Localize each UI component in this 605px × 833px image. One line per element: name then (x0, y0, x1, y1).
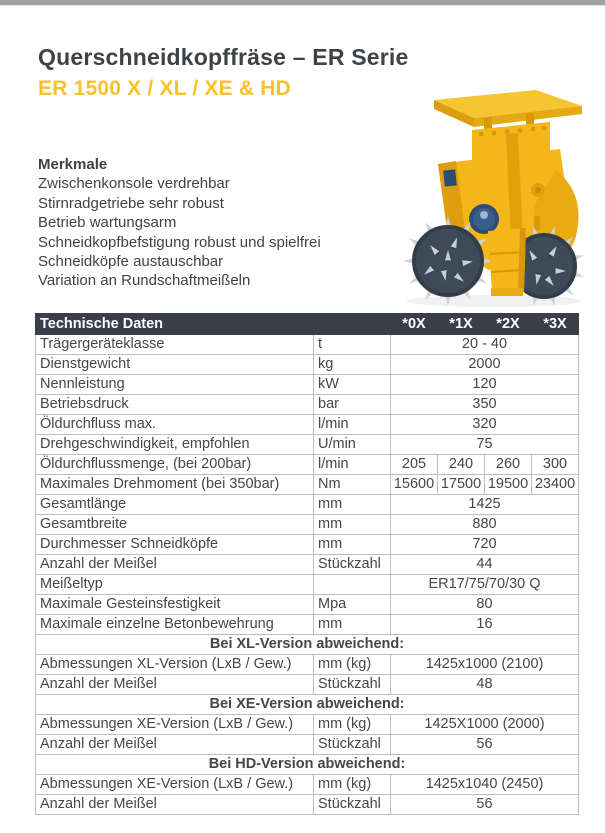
table-cell-value: 320 (391, 415, 579, 435)
table-cell-unit: t (314, 335, 391, 355)
table-section-label: Bei HD-Version abweichend: (36, 755, 579, 775)
table-section-row (36, 695, 579, 715)
feature-item: Stirnradgetriebe sehr robust (38, 194, 224, 212)
table-cell-value: 260 (485, 455, 532, 475)
table-cell-value: 16 (391, 615, 579, 635)
table-cell-value: 240 (438, 455, 485, 475)
table-cell-label: Anzahl der Meißel (36, 555, 314, 575)
table-cell-value: 720 (391, 535, 579, 555)
table-row (36, 455, 579, 475)
page-subtitle: ER 1500 X / XL / XE & HD (38, 77, 292, 100)
table-cell-value: 350 (391, 395, 579, 415)
table-cell-unit: kW (314, 375, 391, 395)
table-row (36, 375, 579, 395)
table-row (36, 575, 579, 595)
table-cell-label: Abmessungen XL-Version (LxB / Gew.) (36, 655, 314, 675)
feature-list (38, 174, 321, 290)
table-header-row (36, 314, 579, 335)
table-cell-label: Gesamtlänge (36, 495, 314, 515)
table-cell-label: Anzahl der Meißel (36, 675, 314, 695)
table-cell-label: Trägergeräteklasse (36, 335, 314, 355)
table-cell-value: 300 (532, 455, 579, 475)
table-row (36, 715, 579, 735)
table-cell-value: 23400 (532, 475, 579, 495)
feature-item: Schneidköpfe austauschbar (38, 253, 224, 271)
page-title: Querschneidkopffräse – ER Serie (38, 44, 409, 70)
table-cell-value: 80 (391, 595, 579, 615)
table-row (36, 595, 579, 615)
table-cell-unit: mm (314, 615, 391, 635)
specs-table (35, 313, 579, 815)
table-row (36, 655, 579, 675)
table-row (36, 355, 579, 375)
table-cell-value: 17500 (438, 475, 485, 495)
table-header-variant: *1X (438, 314, 485, 335)
table-cell-value: 2000 (391, 355, 579, 375)
table-cell-label: Meißeltyp (36, 575, 314, 595)
table-cell-label: Abmessungen XE-Version (LxB / Gew.) (36, 775, 314, 795)
table-row (36, 395, 579, 415)
table-cell-unit: bar (314, 395, 391, 415)
feature-item: Betrieb wartungsarm (38, 214, 177, 232)
table-cell-unit: mm (kg) (314, 655, 391, 675)
table-header-variant: *0X (391, 314, 438, 335)
table-row (36, 515, 579, 535)
feature-item: Variation an Rundschaftmeißeln (38, 272, 251, 290)
table-cell-value: 20 - 40 (391, 335, 579, 355)
features-section (38, 155, 321, 291)
table-cell-unit: kg (314, 355, 391, 375)
table-cell-value: 1425X1000 (2000) (391, 715, 579, 735)
features-heading: Merkmale (38, 156, 108, 173)
cutter-head-attachment-image (388, 84, 602, 316)
table-cell-unit: Stückzahl (314, 735, 391, 755)
specs-table-body (36, 314, 579, 815)
table-cell-label: Gesamtbreite (36, 515, 314, 535)
table-cell-value: 1425x1000 (2100) (391, 655, 579, 675)
table-cell-value: 15600 (391, 475, 438, 495)
table-cell-value: 205 (391, 455, 438, 475)
table-cell-label: Maximale einzelne Betonbewehrung (36, 615, 314, 635)
feature-item: Zwischenkonsole verdrehbar (38, 175, 230, 193)
table-row (36, 615, 579, 635)
table-cell-unit: mm (314, 515, 391, 535)
table-cell-value: 120 (391, 375, 579, 395)
table-cell-label: Maximales Drehmoment (bei 350bar) (36, 475, 314, 495)
table-cell-value: 1425 (391, 495, 579, 515)
table-cell-unit: mm (314, 535, 391, 555)
table-cell-unit: U/min (314, 435, 391, 455)
table-cell-value: 880 (391, 515, 579, 535)
table-cell-label: Durchmesser Schneidköpfe (36, 535, 314, 555)
table-row (36, 495, 579, 515)
table-row (36, 415, 579, 435)
table-cell-value: 56 (391, 735, 579, 755)
table-section-row (36, 755, 579, 775)
table-cell-unit: Stückzahl (314, 675, 391, 695)
table-row (36, 795, 579, 815)
table-section-label: Bei XL-Version abweichend: (36, 635, 579, 655)
table-cell-unit: Stückzahl (314, 795, 391, 815)
table-cell-label: Anzahl der Meißel (36, 795, 314, 815)
table-row (36, 735, 579, 755)
table-cell-label: Drehgeschwindigkeit, empfohlen (36, 435, 314, 455)
table-cell-label: Öldurchflussmenge, (bei 200bar) (36, 455, 314, 475)
table-cell-value: ER17/75/70/30 Q (391, 575, 579, 595)
table-cell-unit: Stückzahl (314, 555, 391, 575)
table-cell-label: Betriebsdruck (36, 395, 314, 415)
table-cell-label: Anzahl der Meißel (36, 735, 314, 755)
table-header-variant: *2X (485, 314, 532, 335)
table-header-variant: *3X (532, 314, 579, 335)
table-cell-unit: l/min (314, 415, 391, 435)
table-section-label: Bei XE-Version abweichend: (36, 695, 579, 715)
table-row (36, 675, 579, 695)
table-cell-unit (314, 575, 391, 595)
table-row (36, 535, 579, 555)
table-section-row (36, 635, 579, 655)
top-gray-bar (0, 0, 605, 6)
table-cell-label: Öldurchfluss max. (36, 415, 314, 435)
table-cell-label: Abmessungen XE-Version (LxB / Gew.) (36, 715, 314, 735)
table-cell-unit: mm (314, 495, 391, 515)
table-cell-unit: Mpa (314, 595, 391, 615)
table-cell-value: 19500 (485, 475, 532, 495)
table-cell-label: Dienstgewicht (36, 355, 314, 375)
table-cell-value: 48 (391, 675, 579, 695)
table-row (36, 555, 579, 575)
table-cell-value: 1425x1040 (2450) (391, 775, 579, 795)
table-cell-label: Nennleistung (36, 375, 314, 395)
table-cell-unit: mm (kg) (314, 775, 391, 795)
table-cell-label: Maximale Gesteinsfestigkeit (36, 595, 314, 615)
table-row (36, 335, 579, 355)
table-row (36, 435, 579, 455)
table-cell-unit: l/min (314, 455, 391, 475)
table-cell-value: 44 (391, 555, 579, 575)
feature-item: Schneidkopfbefstigung robust und spielfrei (38, 233, 321, 251)
table-row (36, 475, 579, 495)
table-cell-unit: Nm (314, 475, 391, 495)
table-row (36, 775, 579, 795)
table-header-title: Technische Daten (36, 314, 391, 335)
table-cell-value: 75 (391, 435, 579, 455)
table-cell-unit: mm (kg) (314, 715, 391, 735)
table-cell-value: 56 (391, 795, 579, 815)
